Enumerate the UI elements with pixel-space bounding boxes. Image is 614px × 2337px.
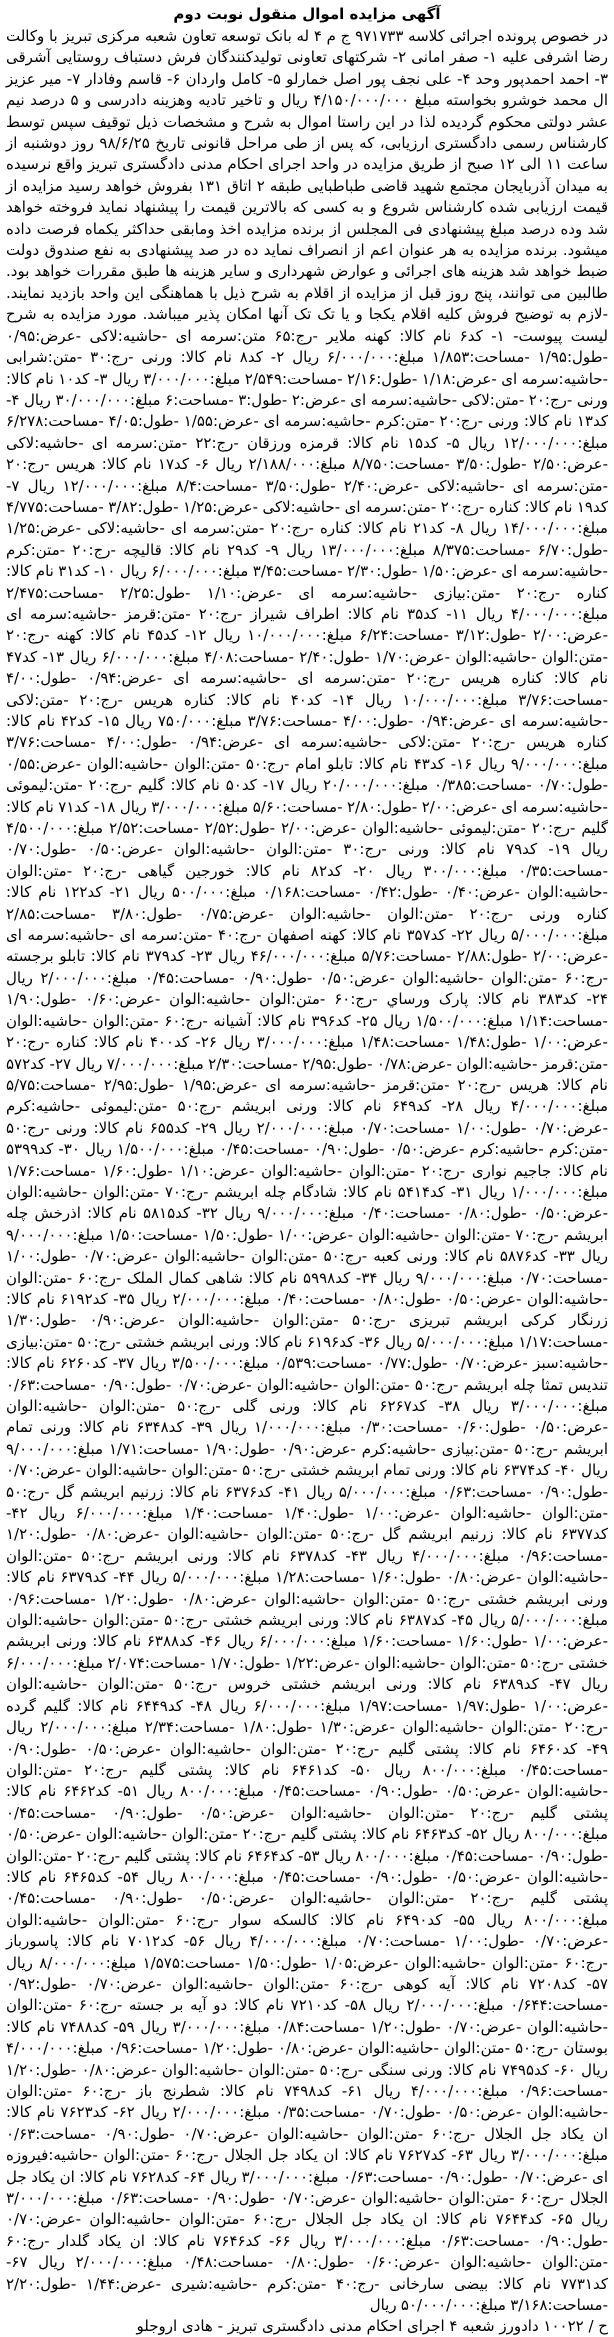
auction-item: ۶- کد۱۷ نام کالا: هریس -رج:۲۰ -متن:سرمه ای -حاشیه:لاکی -عرض:۲/۴۰ -طول:۳/۵۰ -مساحت:۸/۴ مبلغ:۱۲/۰۰۰/۰۰۰ ریال (6, 455, 608, 495)
auction-item: ۲- کد۸ نام کالا: ورنی -رج:۳۰ -متن:شرابی -حاشیه:سرمه ای -عرض:۱/۱۸ -طول:۲/۱۶ -مساحت:۲/۵۴۹ مبلغ:۳/۰۰۰/۰۰۰ ریال (6, 348, 609, 388)
auction-item: ۲۰- کد۸۲ نام کالا: خورجین گیاهی -رج:۲۰ -متن:الوان -حاشیه:الوان -عرض:۰/۴۰ -طول:۰/۴۲ -مساحت:۰/۱۶۸ مبلغ:۵۰۰/۰۰۰ ریال (6, 861, 608, 902)
auction-item: ۴۱- کد۶۳۷۶ نام کالا: زرنیم ابریشم گل -رج:۵۰ -متن:الوان -حاشیه:الوان -عرض:۱/۰۰ -طول:۱/۴۰ -مساحت:۱/۴۰ مبلغ:۶/۰۰۰/۰۰۰ ریال (6, 1482, 608, 1523)
auction-item: ۵۱- کد۶۴۶۲ نام کالا: پشتی گلیم -رج:۲۰ -متن:الوان -حاشیه:الوان -عرض:۰/۵۰ -طول:۰/۹۰ -مساحت:۰/۴۵ مبلغ:۸۰۰/۰۰۰ ریال (6, 1782, 608, 1844)
auction-item: ۵۶- کد۷۰۱۲ نام کالا: پاسورباز -رج:۶۰ -متن:الوان -حاشیه:الوان -عرض:۱/۰۵ -طول:۱/۵۰ -مساحت:۱/۵۷۵ مبلغ:۸/۰۰۰/۰۰۰ ریال (6, 1932, 608, 1972)
auction-item: ۱۶- کد۴۳ نام کالا: تابلو امام -رج:۵۰ -متن:الوان -حاشیه:الوان -عرض:۰/۵۵ -طول:۰/۷۰ -مساحت:۰/۳۸۵ مبلغ:۲۰/۰۰۰/۰۰۰ ریال (6, 754, 608, 795)
notice-title: آگهی مزایده اموال منقول نوبت دوم (173, 5, 441, 23)
auction-item: ۱۹- کد۷۹ نام کالا: ورنی -رج:۳۰ -متن:الوان -حاشیه:الوان -عرض:۰/۵۰ -طول:۰/۷۰ -مساحت:۰/۳۵ مبلغ:۳۰۰/۰۰۰ ریال (6, 840, 608, 880)
auction-item: ۲۲- کد۳۵۷ نام کالا: کهنه اصفهان -رج:۴۰ -متن:سرمه ای -حاشیه:سرمه ای -عرض:۲/۰۰ -طول:۲/۸۸ -مساحت:۵/۷۶ مبلغ:۴۶/۰۰۰/۰۰۰ ریال (6, 926, 609, 966)
auction-item: ۲۴- کد۳۸۳ نام کالا: پارک ورساي -رج:۶۰ -متن:الوان -حاشیه:الوان -عرض:۰/۶۰ -طول:۱/۹۰ -مساحت:۱/۱۴ مبلغ:۱/۵۰۰/۰۰۰ ریال (6, 990, 608, 1030)
auction-item: ۲۳- کد۳۷۹ نام کالا: تابلو برجسته -رج:۶۰ -متن:الوان -حاشیه:الوان -عرض:۰/۵۰ -طول:۰/۹۰ -مساحت:۰/۴۵ مبلغ:۲/۰۰۰/۰۰۰ ریال (6, 947, 608, 987)
auction-item: ۳۷- کد۶۲۶۰ نام کالا: تندیس تمثا چله ابریشم -رج:۵۰ -متن:الوان -حاشیه:الوان -عرض:۰/۷۰ -طول:۰/۹۰ -مساحت:۰/۶۳ مبلغ:۳/۰۰۰/۰۰۰ ریال (6, 1354, 608, 1415)
auction-item: ۱۸- کد۷۱ نام کالا: گلیم -رج:۲۰ -متن:لیموئی -حاشیه:الوان -عرض:۲/۰۰ -طول:۲/۵۲ -مساحت:۲/۵۲ مبلغ:۴/۵۰۰/۰۰۰ ریال (6, 797, 608, 859)
auction-item: ۶۲- کد۷۶۲۳ نام کالا: ان یکاد جل الجلال -رج:۶۰ -متن:الوان -حاشیه:الوان -عرض:۰/۷۰ -طول:۰/۹۰ -مساحت:۰/۶۳ مبلغ:۳/۰۰۰/۰۰۰ ریال (6, 2103, 608, 2165)
auction-item: ۵۴- کد۶۴۶۵ نام کالا: پشتی گلیم -رج:۲۰ -متن:الوان -حاشیه:الوان -عرض:۰/۵۰ -طول:۰/۹۰ -مساحت:۰/۴۵ مبلغ:۸۰۰/۰۰۰ ریال (6, 1867, 608, 1929)
auction-item: ۱- کد۶ نام کالا: کهنه ملایر -رج:۶۵ متن:سرمه ای -حاشیه:لاکی -عرض:۰/۹۵ -طول:۱/۹۵ -مساحت:۱/۸۵۳ مبلغ:۶/۰۰۰/۰۰۰ ریال (6, 326, 609, 367)
auction-item: ۳۳- کد۵۸۷۶ نام کالا: ورنی کعبه -رج:۵۰ -متن:الوان -حاشیه:الوان -عرض:۰/۷۰ -طول:۱/۰۰ -مساحت:۰/۷۰ مبلغ:۹/۰۰۰/۰۰۰ ریال (6, 1247, 608, 1287)
auction-item: ۵۷- کد۷۲۰۸ نام کالا: آیه کوهی -رج:۶۰ -متن:الوان -حاشیه:الوان -عرض:۰/۷۰ -طول:۰/۹۲ -مساحت:۰/۶۴۴ مبلغ:۲/۰۰۰/۰۰۰ ریال (6, 1974, 609, 2015)
auction-item: ۳۹- کد۶۳۴۸ نام کالا: ورنی تمام ابریشم -رج:۵۰ -متن:بیازی -حاشیه:کرم -عرض:۰/۹۰ -طول:۱/۹۰ -مساحت:۱/۷۱ مبلغ:۹/۰۰۰/۰۰۰ ریال (6, 1418, 608, 1480)
auction-item: ۲۸- کد۶۴۹ نام کالا: ورنی ابریشم -رج:۵۰ -متن:لیموئی -حاشیه:کرم -عرض:۰/۷۰ -طول:۱/۰۰ -مساحت:۰/۷۰ مبلغ:۲/۰۰۰/۰۰۰ ریال (6, 1097, 608, 1137)
auction-item: ۳۲- کد۵۸۱۵ نام کالا: اذرخش چله ابریشم -رج:۷۰ -متن:الوان -حاشیه:الوان -عرض:۱/۰۰ -طول:۱/۵۰ -مساحت:۱/۵۰ مبلغ:۹/۰۰۰/۰۰۰ ریال (6, 1204, 608, 1266)
auction-item: ۱۱- کد۳۵ نام کالا: اطراف شیراز -رج:۲۰ -متن:قرمز -حاشیه:سرمه ای -عرض:۲/۰۰ -طول:۳/۱۲ -مساحت:۶/۲۴ مبلغ:۱۰/۰۰۰/۰۰۰ ریال (6, 604, 608, 645)
auction-item: ۵۹- کد۷۴۸۸ نام کالا: بوستان -رج:۵۰ -متن:الوان -حاشیه:الوان -عرض:۰/۸۰ -طول:۱/۲۰ -مساحت:۰/۹۶ مبلغ:۴/۰۰۰/۰۰۰ ریال (6, 2017, 608, 2079)
auction-item: ۳۱- کد۵۴۱۴ نام کالا: شادگام چله ابریشم -رج:۷۰ -متن:الوان -حاشیه:الوان -عرض:۰/۵۰ -طول:۰/۸۰ -مساحت:۰/۴۰ مبلغ:۹/۰۰۰/۰۰۰ ریال (6, 1182, 608, 1223)
auction-item: ۱۴- کد۴۰ نام کالا: کناره هریس -رج:۲۰ -متن:لاکی -حاشیه:سرمه ای -عرض:۰/۹۴ -طول:۴/۰۰ -مساحت:۳/۷۶ مبلغ:۷۵۰/۰۰۰ ریال (6, 690, 608, 730)
auction-item: ۸- کد۲۱ نام کالا: کناره -رج:۲۰ -متن:سرمه ای -حاشیه:لاکی -عرض:۱/۲۵ -طول:۶/۷۰ -مساحت:۸/۳۷۵ مبلغ:۱۳/۰۰۰/۰۰۰ ریال (6, 519, 608, 559)
auction-item: ۳۶- کد۶۱۹۶ نام کالا: ورنی ابریشم خشتی -رج:۵۰ -متن:بیازی -حاشیه:سبز -عرض:۰/۷۰ -طول:۰/۷۷ -مساحت:۰/۵۳۹ مبلغ:۳/۵۰۰/۰۰۰ ریال (6, 1332, 608, 1373)
notice-intro: در خصوص پرونده اجرائی کلاسه ۹۷۱۷۳۳ ج م ۴ له بانک توسعه تعاون شعبه مرکزی تبریز با وکالت رضا اشرفی علیه ۱- صفر امانی ۲- شرکتهای تعاونی تولیدکنندگان فرش دستباف روستایی آشرقی ۳- احمد احمدپور وحد ۴- علی نجف پور اصل خمارلو ۵- کامل واردان ۶- قاسم وفادار ۷- میر عزیز ال محمد خوشرو بخواسته مبلغ ۴/۱۵۰/۰۰۰/۰۰۰ ریال و تاخیر تادیه وهزینه دادرسی و ۵ درصد نیم عشر دولتی محکوم گردیده لذا در این راستا اموال به شرح و مشخصات ذیل توقیف سپس توسط کارشناس رسمی دادگستری ارزیابی، که پس از طی مراحل قانونی تاریخ ۹۸/۶/۲۵ روز دوشنبه از ساعت ۱۱ الی ۱۲ صبح از طریق مزایده در واحد اجرای احکام مدنی دادگستری تبریز واقع نرسیده به میدان آذربایجان مجتمع شهید قاضی طباطبایی طبقه ۲ اتاق ۱۳۱ بفروش خواهد رسید مزایده از قیمت ارزیابی شده کارشناس شروع و به کسی که بالاترین قیمت را پیشنهاد نماید فروخته خواهد شد وده درصد مبلغ پیشنهادی فی المجلس از برنده مزایده اخذ ومابقی حداکثر یکماه فرصت داده میشود. برنده مزایده به هر عنوان اعم از انصراف نماید ده در صد پیشنهادی به نفع صندوق دولت ضبط خواهد شد هزینه های اجرائی و عوارض شهرداری و سایر هزینه ها طبق مقررات خواهد بود. طالبین می توانند، پنج روز قبل از مزایده از اقلام به شرح ذیل با هماهنگی این واحد بازدید نمایند. -لازم به توضیح فروش کلیه اقلام یکجا و یا تک تک آنها امکان پذیر میباشد. مورد مزایده به شرح لیست پیوست- (6, 27, 609, 345)
auction-item: ۴۳- کد۶۳۷۸ نام کالا: ورنی ابریشم -رج:۵۰ -متن:الوان -حاشیه:الوان -عرض:۰/۸۰ -طول:۱/۶۰ -مساحت:۱/۲۸ مبلغ:۵/۰۰۰/۰۰۰ ریال (6, 1546, 609, 1587)
auction-item: ۲۹- کد۶۵۵ نام کالا: ورنی -رج:۵۰ -متن:کرم -حاشیه:کرم -عرض:۰/۵۰ -طول:۰/۹۰ -مساحت:۰/۴۵ مبلغ:۱/۵۰۰/۰۰۰ ریال (6, 1118, 608, 1159)
auction-item: ۷- کد۱۹ نام کالا: کناره -رج:۲۰ -متن:سرمه ای -حاشیه:لاکی -عرض:۱/۲۵ -طول:۳/۸۲ -مساحت:۴/۷۷۵ مبلغ:۱۴/۰۰۰/۰۰۰ ریال (6, 476, 608, 538)
auction-item: ۱۵- کد۴۲ نام کالا: کناره هریس -رج:۲۰ -متن:لاکی -حاشیه:سرمه ای -عرض:۰/۹۴ -طول:۴/۰۰ -مساحت:۳/۷۶ مبلغ:۹/۰۰۰/۰۰۰ ریال (6, 712, 608, 773)
auction-item: ۴۴- کد۶۳۷۹ نام کالا: ورنی ابریشم خشتی -رج:۵۰ -متن:الوان -حاشیه:الوان -عرض:۰/۸۰ -طول:۱/۲۰ -مساحت:۰/۹۶ مبلغ:۵/۰۰۰/۰۰۰ ریال (6, 1568, 608, 1630)
auction-item: ۴۸- کد۶۴۴۹ نام کالا: گلیم گرده -رج:۲۰ -متن:الوان -حاشیه:الوان -عرض:۱/۳۰ -طول:۱/۸۰ -مساحت:۲/۳۴ مبلغ:۲/۰۰۰/۰۰۰ ریال (6, 1696, 608, 1737)
auction-item: ۳۵- کد۶۱۹۲ نام کالا: زرنگار کرکی ابریشم تبریزی -رج:۵۰ -متن:الوان -حاشیه:الوان -عرض:۰/۹۰ -طول:۱/۳۰ -مساحت:۱/۱۷ مبلغ:۵/۰۰۰/۰۰۰ ریال (6, 1289, 609, 1351)
auction-item: ۱۷- کد۵۰ نام کالا: گلیم -رج:۲۰ -متن:لیموئی -حاشیه:سرمه ای -عرض:۲/۰۰ -طول:۲/۸۰ -مساحت:۵/۶۰ مبلغ:۳/۰۰۰/۰۰۰ ریال (6, 776, 608, 816)
auction-item: ۲۵- کد۳۹۶ نام کالا: آشیانه -رج:۶۰ -متن:الوان -حاشیه:الوان -عرض:۱/۰۰ -طول:۱/۴۸ -مساحت:۱/۴۸ مبلغ:۳/۰۰۰/۰۰۰ ریال (6, 1011, 608, 1052)
auction-item: ۴۵- کد۶۳۸۷ نام کالا: ورنی ابریشم خشتی -رج:۵۰ -متن:الوان -حاشیه:الوان -عرض:۱/۰۰ -طول:۱/۶۰ -مساحت:۱/۶۰ مبلغ:۶/۰۰۰/۰۰۰ ریال (6, 1611, 609, 1651)
auction-item: ۵۲- کد۶۴۶۳ نام کالا: پشتی گلیم -رج:۲۰ -متن:الوان -حاشیه:الوان -عرض:۰/۵۰ -طول:۰/۹۰ -مساحت:۰/۴۵ مبلغ:۸۰۰/۰۰۰ ریال (6, 1825, 608, 1865)
auction-item: ۵۳- کد۶۴۶۴ نام کالا: پشتی گلیم -رج:۲۰ -متن:الوان -حاشیه:الوان -عرض:۰/۵۰ -طول:۰/۹۰ -مساحت:۰/۴۵ مبلغ:۸۰۰/۰۰۰ ریال (6, 1846, 608, 1886)
auction-item: ۵۰- کد۶۴۶۱ نام کالا: پشتی گلیم -رج:۲۰ -متن:الوان -حاشیه:الوان -عرض:۰/۵۰ -طول:۰/۹۰ -مساحت:۰/۴۵ مبلغ:۸۰۰/۰۰۰ ریال (6, 1760, 608, 1801)
auction-item: ۶۴- کد۷۶۲۸ نام کالا: ان یکاد جل الجلال -رج:۶۰ -متن:الوان -حاشیه:الوان -عرض:۰/۷۰ -طول:۰/۹۰ -مساحت:۰/۶۳ مبلغ:۳/۰۰۰/۰۰۰ ریال (6, 2167, 608, 2229)
auction-item: ۴۶- کد۶۳۸۸ نام کالا: ورنی ابریشم خشتی -رج:۵۰ -متن:الوان -حاشیه:الوان -عرض:۱/۲۲ -طول:۱/۷۰ -مساحت:۲/۰۷۴ مبلغ:۶/۰۰۰/۰۰۰ ریال (6, 1632, 608, 1694)
auction-item: ۱۲- کد۴۵ نام کالا: کهنه -رج:۲۰ -متن:الوان -حاشیه:الوان -عرض:۱/۷۰ -طول:۲/۴۰ -مساحت:۴/۰۸ مبلغ:۶/۰۰۰/۰۰۰ ریال (6, 626, 608, 666)
notice-footer: ح / ۱۰۰۲۲ دادورز شعبه ۴ اجرای احکام مدنی دادگستری تبریز - هادی اروجلو (136, 2317, 608, 2336)
auction-item: ۴۰- کد۶۳۷۴ نام کالا: ورنی تمام ابریشم خشتی -رج:۵۰ -متن:الوان -حاشیه:الوان -عرض:۰/۷۰ -طول:۰/۹۰ -مساحت:۰/۶۳ مبلغ:۵/۰۰۰/۰۰۰ ریال (6, 1461, 608, 1501)
auction-item: ۶۰- کد۷۴۹۵ نام کالا: ورنی سنگی -رج:۵۰ -متن:الوان -حاشیه:الوان -عرض:۰/۸۰ -طول:۱/۲۰ -مساحت:۰/۹۶ مبلغ:۴/۰۰۰/۰۰۰ ریال (6, 2060, 608, 2100)
auction-item: ۲۱- کد۱۲۲ نام کالا: کناره ورنی -رج:۲۰ -متن:الوان -حاشیه:الوان -عرض:۰/۷۵ -طول:۳/۸۰ -مساحت:۲/۸۵ مبلغ:۵/۰۰۰/۰۰۰ ریال (6, 883, 608, 945)
auction-item: ۵- کد۱۵ نام کالا: قرمزه ورزقان -رج:۲۲ -متن:سرمه ای -حاشیه:لاکی -عرض:۲/۵۰ -طول:۳/۵۰ -مساحت:۸/۷۵۰ مبلغ:۲/۱۸۸/۰۰۰ ریال (6, 433, 608, 474)
auction-item: ۱۳- کد۴۷ نام کالا: کناره هریس -رج:۲۰ -متن:سرمه ای -حاشیه:سرمه ای -عرض:۰/۹۴ -طول:۴/۰۰ -مساحت:۳/۷۶ مبلغ:۱۰/۰۰۰/۰۰۰ ریال (6, 647, 608, 709)
notice-body (6, 26, 608, 2316)
auction-item: ۳۸- کد۶۲۶۷ نام کالا: ورنی گلی -رج:۵۰ -متن:الوان -حاشیه:الوان -عرض:۰/۵۰ -طول:۰/۶۰ -مساحت:۰/۳۰ مبلغ:۱/۰۰۰/۰۰۰ ریال (6, 1397, 608, 1437)
items-list (6, 327, 608, 2314)
auction-item: ۳- کد۱۰ نام کالا: ورنی -رج:۲۰ -متن:لاکی -حاشیه:سرمه ای -عرض:۲ -طول:۳ -مساحت:۶ مبلغ:۳۰/۰۰۰/۰۰۰ ریال (6, 369, 609, 409)
auction-item: ۱۰- کد۳۱ نام کالا: کناره -رج:۲۰ -متن:بیازی -حاشیه:سرمه ای -عرض:۱/۱۰ -طول:۲/۲۵ -مساحت:۲/۴۷۵ مبلغ:۴/۰۰۰/۰۰۰ ریال (6, 562, 609, 623)
auction-item: ۶۵- کد۷۶۴۴ نام کالا: ان یکاد جل الجلال -رج:۶۰ -متن:الوان -حاشیه:الوان -عرض:۰/۷۰ -طول:۰/۹۰ -مساحت:۰/۶۳ مبلغ:۳/۰۰۰/۰۰۰ ریال (6, 2210, 608, 2250)
auction-item: ۲۷- کد۵۷۲ نام کالا: هریس -رج:۲۰ -متن:قرمز -حاشیه:سرمه ای -عرض:۱/۹۵ -طول:۲/۹۵ -مساحت:۵/۷۵ مبلغ:۴/۰۰۰/۰۰۰ ریال (6, 1054, 609, 1116)
auction-item: ۶۱- کد۷۴۹۸ نام کالا: شطرنج باز -رج:۶۰ -متن:الوان -حاشیه:الوان -عرض:۰/۵۰ -طول:۰/۷۰ -مساحت:۰/۳۵ مبلغ:۲/۰۰۰/۰۰۰ ریال (6, 2082, 609, 2122)
auction-item: ۵۸- کد۷۲۱۰ نام کالا: دو آیه بر جسته -رج:۶۰ -متن:الوان -حاشیه:الوان -عرض:۰/۷۰ -طول:۱/۲۰ -مساحت:۰/۸۴ مبلغ:۳/۰۰۰/۰۰۰ ریال (6, 1996, 609, 2036)
auction-item: ۵۵- کد۶۴۹۰ نام کالا: کالسکه سوار -رج:۶۰ -متن:الوان -حاشیه:الوان -عرض:۰/۷۰ -طول:۱/۰۰ -مساحت:۰/۷۰ مبلغ:۴/۰۰۰/۰۰۰ ریال (6, 1910, 609, 1951)
auction-item: ۶۷- کد۷۷۳۱ نام کالا: بیضی سارخانی -رج:۴۰ -متن:کرم -حاشیه:شیری -عرض:۱/۴۴ -طول:۲/۲۰ -مساحت:۳/۱۶۸ مبلغ:۵۰/۰۰۰/۰۰۰ ریال (6, 2253, 608, 2315)
auction-item: ۳۰- کد۵۳۹۹ نام کالا: جاجیم نواری -رج:۲۰ -متن:الوان -حاشیه:الوان -عرض:۱/۱۰ -طول:۱/۶۰ -مساحت:۱/۷۶ مبلغ:۱/۰۰۰/۰۰۰ ریال (6, 1140, 608, 1201)
auction-item: ۴۷- کد۶۳۸۹ نام کالا: ورنی ابریشم خشتی خروس -رج:۵۰ -متن:الوان -حاشیه:الوان -عرض:۱/۰۰ -طول:۱/۹۷ -مساحت:۱/۹۷ مبلغ:۶/۰۰۰/۰۰۰ ریال (6, 1675, 609, 1715)
auction-item: ۲۶- کد۴۰۰ نام کالا: کناره -رج:۲۰ -متن:قرمز -حاشیه:الوان -عرض:۰/۷۸ -طول:۲/۹۵ -مساحت:۲/۳۰ مبلغ:۷/۰۰۰/۰۰۰ ریال (6, 1033, 608, 1073)
auction-item: ۹- کد۲۹ نام کالا: قالیچه -رج:۲۰ -متن:کرم -حاشیه:سرمه ای -عرض:۱/۵۰ -طول:۲/۳۰ -مساحت:۳/۴۵ مبلغ:۶/۰۰۰/۰۰۰ ریال (6, 540, 608, 581)
auction-item: ۶۶- کد۷۶۴۶ نام کالا: ان یکاد گلدار -رج:۶۰ -متن:الوان -حاشیه:الوان -عرض:۰/۶۰ -طول:۰/۸۰ -مساحت:۰/۴۸ مبلغ:۲/۰۰۰/۰۰۰ ریال (6, 2231, 608, 2272)
auction-item: ۶۳- کد۷۶۲۷ نام کالا: ان یکاد جل الجلال -رج:۶۰ -متن:الوان -حاشیه:فیروزه ای -عرض:۰/۷۰ -طول:۰/۹۰ -مساحت:۰/۶۳ مبلغ:۳/۰۰۰/۰۰۰ ریال (6, 2146, 609, 2186)
auction-item: ۴- کد۱۳ نام کالا: ورنی -رج:۲۰ -متن:کرم -حاشیه:سرمه ای -عرض:۱/۵۵ -طول:۴/۰۵ -مساحت:۶/۲۷۸ مبلغ:۱۲/۰۰۰/۰۰۰ ریال (6, 390, 609, 452)
auction-item: ۴۹- کد۶۴۶۰ نام کالا: پشتی گلیم -رج:۲۰ -متن:الوان -حاشیه:الوان -عرض:۰/۵۰ -طول:۰/۹۰ -مساحت:۰/۴۵ مبلغ:۸۰۰/۰۰۰ ریال (6, 1739, 608, 1779)
auction-item: ۴۲- کد۶۳۷۷ نام کالا: زرنیم ابریشم گل -رج:۵۰ -متن:الوان -حاشیه:الوان -عرض:۰/۸۰ -طول:۱/۲۰ -مساحت:۰/۹۶ مبلغ:۴/۰۰۰/۰۰۰ ریال (6, 1504, 608, 1565)
auction-item: ۳۴- کد۵۹۹۸ نام کالا: شاهی کمال الملک -رج:۶۰ -متن:الوان -حاشیه:الوان -عرض:۰/۵۰ -طول:۰/۸۰ -مساحت:۰/۴۰ مبلغ:۲/۰۰۰/۰۰۰ ریال (6, 1268, 609, 1308)
